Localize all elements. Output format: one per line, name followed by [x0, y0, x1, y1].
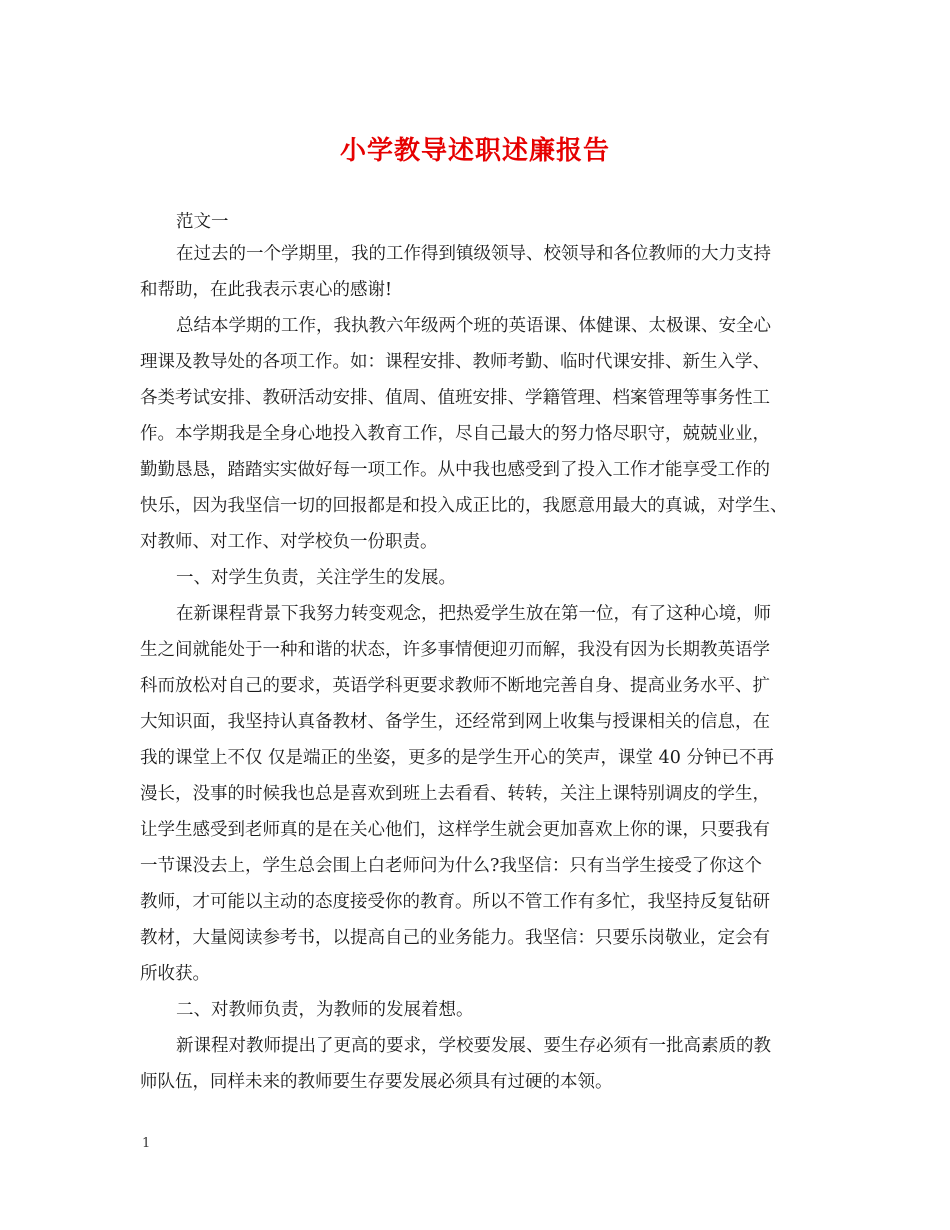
page-number: 1 — [142, 1136, 151, 1151]
paragraph-line: 勤勤恳恳，踏踏实实做好每一项工作。从中我也感受到了投入工作才能享受工作的 — [140, 460, 770, 480]
paragraph-line: 作。本学期我是全身心地投入教育工作，尽自己最大的努力恪尽职守，兢兢业业， — [140, 424, 770, 444]
paragraph-line: 教师，才可能以主动的态度接受你的教育。所以不管工作有多忙，我坚持反复钻研 — [140, 892, 770, 912]
paragraph-line: 师队伍，同样未来的教师要生存要发展必须具有过硬的本领。 — [140, 1072, 613, 1092]
paragraph-line: 生之间就能处于一种和谐的状态，许多事情便迎刃而解，我没有因为长期教英语学 — [140, 640, 770, 660]
paragraph-line: 所收获。 — [140, 964, 210, 984]
paragraph-line: 漫长，没事的时候我也总是喜欢到班上去看看、转转，关注上课特别调皮的学生， — [140, 784, 770, 804]
paragraph-line: 和帮助，在此我表示衷心的感谢! — [140, 280, 393, 300]
paragraph-line: 在过去的一个学期里，我的工作得到镇级领导、校领导和各位教师的大力支持 — [176, 244, 771, 264]
paragraph-line: 对教师、对工作、对学校负一份职责。 — [140, 532, 438, 552]
document-title: 小学教导述职述廉报告 — [339, 136, 610, 166]
paragraph-line: 在新课程背景下我努力转变观念，把热爱学生放在第一位，有了这种心境，师 — [176, 604, 771, 624]
paragraph-line: 各类考试安排、教研活动安排、值周、值班安排、学籍管理、档案管理等事务性工 — [140, 388, 770, 408]
section-heading: 一、对学生负责，关注学生的发展。 — [176, 568, 456, 588]
paragraph-line: 快乐，因为我坚信一切的回报都是和投入成正比的，我愿意用最大的真诚，对学生、 — [140, 496, 788, 516]
paragraph-line: 大知识面，我坚持认真备教材、备学生，还经常到网上收集与授课相关的信息，在 — [140, 712, 770, 732]
paragraph-line: 理课及教导处的各项工作。如：课程安排、教师考勤、临时代课安排、新生入学、 — [140, 352, 770, 372]
paragraph-line: 教材，大量阅读参考书，以提高自己的业务能力。我坚信：只要乐岗敬业，定会有 — [140, 928, 770, 948]
paragraph-line: 总结本学期的工作，我执教六年级两个班的英语课、体健课、太极课、安全心 — [176, 316, 771, 336]
paragraph-line: 新课程对教师提出了更高的要求，学校要发展、要生存必须有一批高素质的教 — [176, 1036, 771, 1056]
paragraph-line: 让学生感受到老师真的是在关心他们，这样学生就会更加喜欢上你的课，只要我有 — [140, 820, 770, 840]
paragraph-line: 一节课没去上，学生总会围上白老师问为什么?我坚信：只有当学生接受了你这个 — [140, 856, 762, 876]
section-heading: 二、对教师负责，为教师的发展着想。 — [176, 1000, 474, 1020]
paragraph-line: 范文一 — [176, 212, 229, 232]
paragraph-line: 我的课堂上不仅 仅是端正的坐姿，更多的是学生开心的笑声，课堂 40 分钟已不再 — [140, 748, 774, 768]
paragraph-line: 科而放松对自己的要求，英语学科更要求教师不断地完善自身、提高业务水平、扩 — [140, 676, 770, 696]
